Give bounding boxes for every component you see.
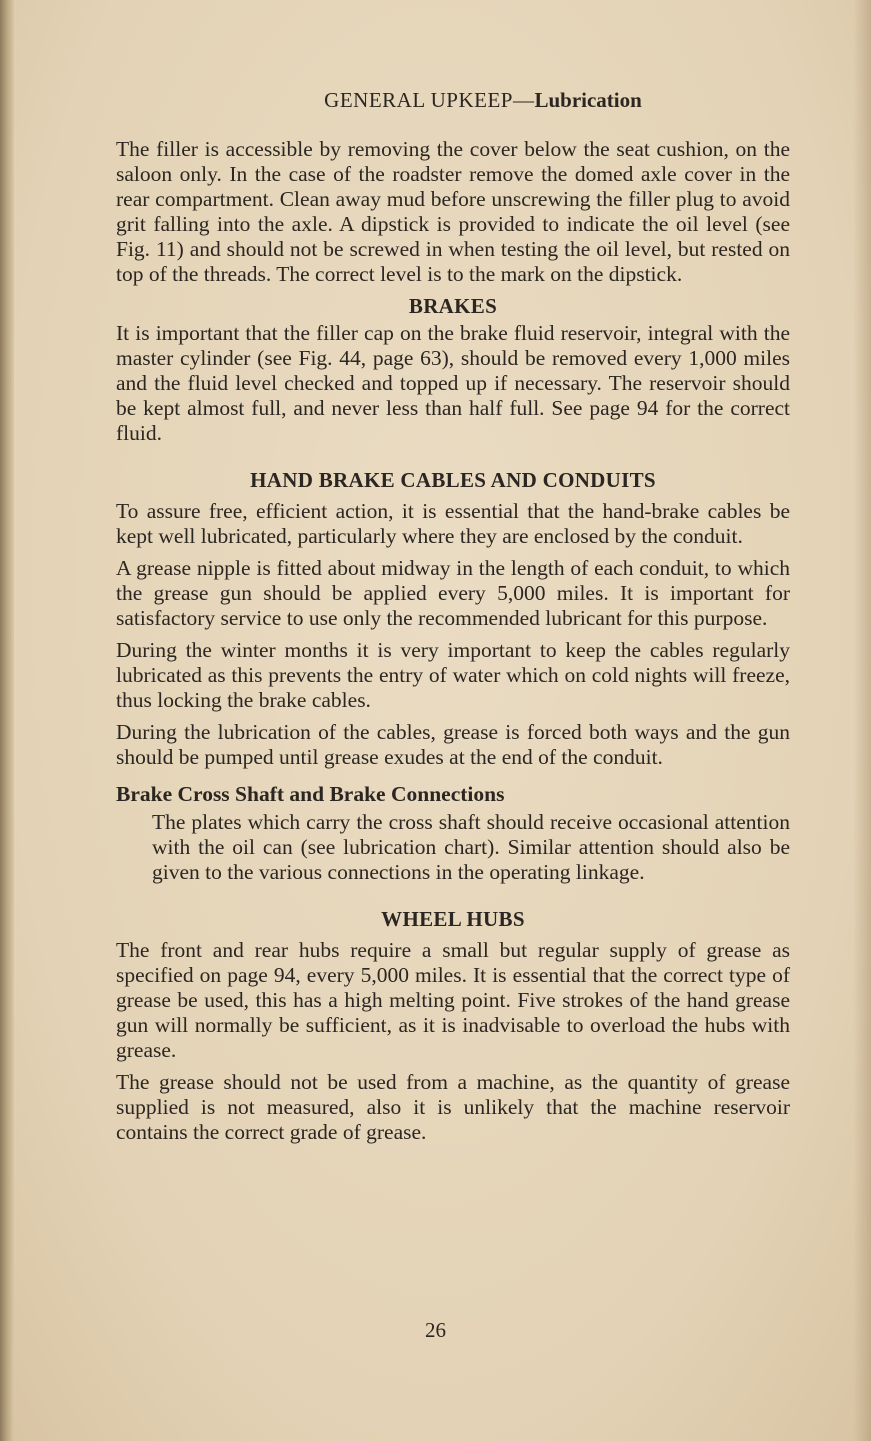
- header-subsection: Lubrication: [534, 88, 642, 112]
- page-number: 26: [425, 1318, 446, 1342]
- page-content: [116, 88, 790, 1152]
- cross-shaft-heading: Brake Cross Shaft and Brake Connections: [116, 782, 505, 806]
- hand-brake-paragraph-4: During the lubrication of the cables, grease is forced both ways and the gun should be pumped until grease exudes at the end of the conduit.: [116, 720, 790, 769]
- binding-edge: [0, 0, 14, 1441]
- running-header: [116, 88, 790, 113]
- wheel-hubs-paragraph-1: The front and rear hubs require a small but regular supply of grease as specified on page 94, every 5,000 miles. It is essential that the correct type of grease be used, this has a high melting point. Five strokes of the hand grease gun will normally be sufficient, as it is inadvisable to overload the hubs with grease.: [116, 938, 790, 1062]
- brakes-heading: BRAKES: [408, 294, 498, 318]
- wheel-hubs-paragraph-2: The grease should not be used from a machine, as the quantity of grease supplied is not measured, also it is unlikely that the machine reservoir contains the correct grade of grease.: [116, 1070, 790, 1144]
- hand-brake-paragraph-1: To assure free, efficient action, it is essential that the hand-brake cables be kept well lubricated, particularly where they are enclosed by the conduit.: [116, 499, 790, 548]
- hand-brake-paragraph-3: During the winter months it is very important to keep the cables regularly lubricated as this prevents the entry of water which on cold nights will freeze, thus locking the brake cables.: [116, 638, 790, 712]
- page-edge-shadow: [853, 0, 871, 1441]
- hand-brake-paragraph-2: A grease nipple is fitted about midway in the length of each conduit, to which the grease gun should be applied every 5,000 miles. It is important for satisfactory service to use only the recommended lubricant for this purpose.: [116, 556, 790, 630]
- intro-paragraph: The filler is accessible by removing the cover below the seat cushion, on the saloon only. In the case of the roadster remove the domed axle cover in the rear compartment. Clean away mud before unscrewing the filler plug to avoid grit falling into the axle. A dipstick is provided to indicate the oil level (see Fig. 11) and should not be screwed in when testing the oil level, but rested on top of the threads. The correct level is to the mark on the dipstick.: [116, 137, 790, 286]
- wheel-hubs-heading: WHEEL HUBS: [381, 907, 525, 931]
- header-section: GENERAL UPKEEP—: [324, 88, 535, 112]
- brakes-paragraph: It is important that the filler cap on the brake fluid reservoir, integral with the master cylinder (see Fig. 44, page 63), should be removed every 1,000 miles and the fluid level checked and topped up if necessary. The reservoir should be kept almost full, and never less than half full. See page 94 for the correct fluid.: [116, 321, 790, 445]
- cross-shaft-paragraph: The plates which carry the cross shaft should receive occasional attention with the oil can (see lubrication chart). Similar attention should also be given to the various connections in the operating linkage.: [152, 810, 790, 884]
- hand-brake-heading: HAND BRAKE CABLES AND CONDUITS: [250, 468, 656, 492]
